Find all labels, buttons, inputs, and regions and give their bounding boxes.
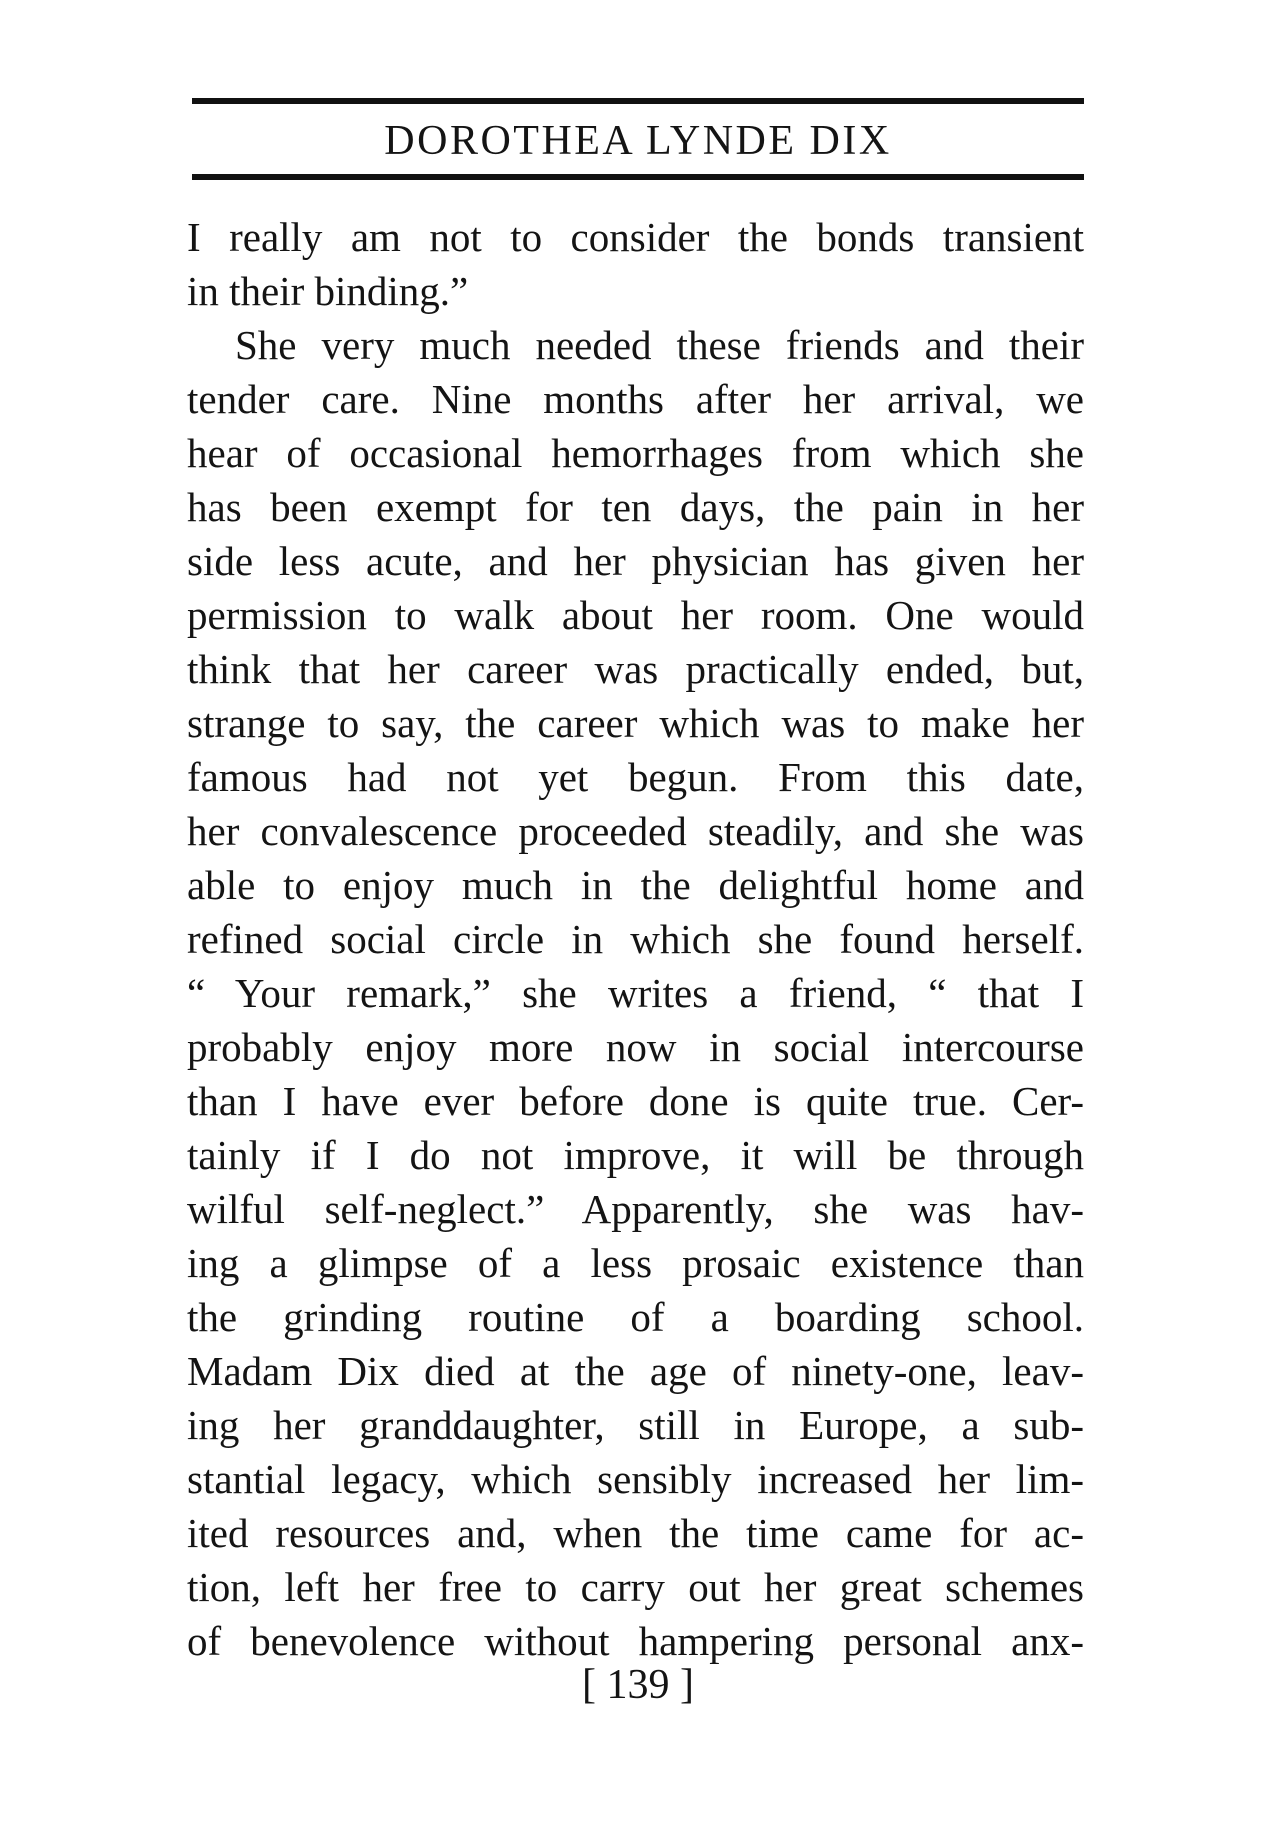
header-rule-bottom <box>192 174 1084 180</box>
text-line: tender care. Nine months after her arrival, we <box>187 376 1084 422</box>
text-line: refined social circle in which she found herself. <box>187 916 1084 962</box>
text-line: of benevolence without hampering personal anx- <box>187 1618 1084 1664</box>
text-line: permission to walk about her room. One would <box>187 592 1084 638</box>
text-line: Madam Dix died at the age of ninety-one, leav- <box>187 1348 1084 1394</box>
text-line: famous had not yet begun. From this date, <box>187 754 1084 800</box>
text-line: think that her career was practically ended, but, <box>187 646 1084 692</box>
text-line: side less acute, and her physician has given her <box>187 538 1084 584</box>
text-line: the grinding routine of a boarding school. <box>187 1294 1084 1340</box>
text-line: tion, left her free to carry out her great schemes <box>187 1564 1084 1610</box>
text-line: able to enjoy much in the delightful home and <box>187 862 1084 908</box>
text-line: ing her granddaughter, still in Europe, a sub- <box>187 1402 1084 1448</box>
text-line: tainly if I do not improve, it will be through <box>187 1132 1084 1178</box>
page-number: [ 139 ] <box>582 1662 694 1708</box>
text-line: She very much needed these friends and their <box>235 322 1084 368</box>
text-line: than I have ever before done is quite true. Cer- <box>187 1078 1084 1124</box>
text-line: ited resources and, when the time came for ac- <box>187 1510 1084 1556</box>
text-line: I really am not to consider the bonds transient <box>187 214 1084 260</box>
text-line: in their binding.” <box>187 268 469 314</box>
text-line: her convalescence proceeded steadily, and she was <box>187 808 1084 854</box>
text-line: “ Your remark,” she writes a friend, “ that I <box>187 970 1084 1016</box>
text-line: ing a glimpse of a less prosaic existence than <box>187 1240 1084 1286</box>
text-line: has been exempt for ten days, the pain in her <box>187 484 1084 530</box>
text-line: strange to say, the career which was to make her <box>187 700 1084 746</box>
text-line: stantial legacy, which sensibly increased her lim- <box>187 1456 1084 1502</box>
text-line: wilful self-neglect.” Apparently, she was hav- <box>187 1186 1084 1232</box>
running-head: DOROTHEA LYNDE DIX <box>384 118 892 164</box>
body-text <box>187 210 1084 1668</box>
header-rule-top <box>192 98 1084 104</box>
text-line: probably enjoy more now in social intercourse <box>187 1024 1084 1070</box>
text-line: hear of occasional hemorrhages from which she <box>187 430 1084 476</box>
